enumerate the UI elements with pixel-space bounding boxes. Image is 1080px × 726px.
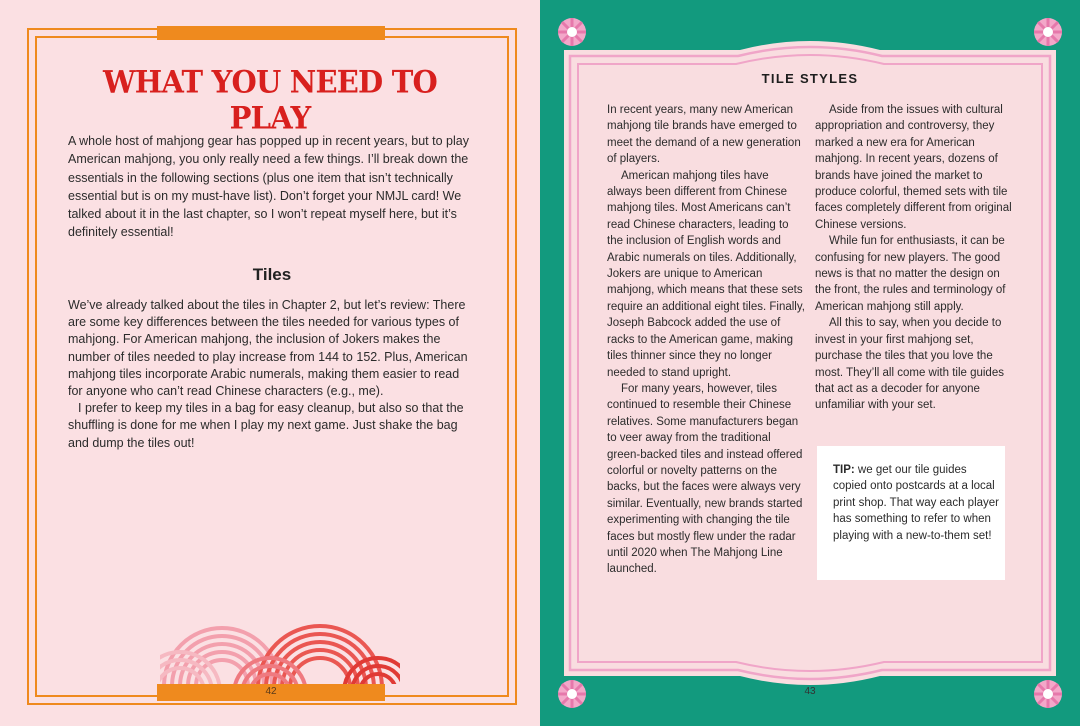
wave-pattern-decoration: [160, 600, 400, 684]
corner-ornament-icon: [1014, 14, 1066, 66]
corner-ornament-icon: [554, 660, 606, 712]
body-paragraph: Aside from the issues with cultural appropriation and controversy, they marked a new era for American mahjong. In recent years, dozens of brands have joined the market to produce colorful, themed sets with tile faces completely different from original Chinese versions.: [815, 104, 1012, 231]
frame-top-tab: [157, 26, 385, 40]
tip-label: TIP:: [833, 464, 855, 476]
tiles-section-body: [68, 297, 476, 452]
page-title: WHAT YOU NEED TO PLAY: [103, 64, 437, 136]
intro-paragraph: A whole host of mahjong gear has popped up in recent years, but to play American mahjong, you only really need a few things. I’ll break down the essentials in the following sections (plus one item that isn’t technically essential but is on my must-have list). Don’t forget your NMJL card! We talked about it in the last chapter, so I won’t repeat myself here, but it’s definitely essential!: [68, 134, 469, 240]
page-number: 42: [265, 686, 277, 697]
body-paragraph: All this to say, when you decide to invest in your first mahjong set, purchase the tiles that you love the most. They’ll all come with tile guides that act as a decoder for anyone unfamiliar with your set.: [815, 317, 1004, 412]
page-number: 43: [804, 686, 816, 697]
corner-ornament-icon: [554, 14, 606, 66]
tip-text: [833, 462, 999, 544]
body-paragraph: In recent years, many new American mahjong tile brands have emerged to meet the demand of a new generation of players.: [607, 104, 801, 166]
section-title: TILE STYLES: [761, 71, 859, 86]
body-paragraph: American mahjong tiles have always been different from Chinese mahjong tiles. Most Americans can’t read Chinese characters, leading to the inclusion of English words and Arabic numerals on tiles. Additionally, Jokers are unique to American mahjong, which means that these sets require an additional eight tiles. Finally, Joseph Babcock added the use of racks to the American game, making tiles thinner since they no longer needed to stand upright.: [607, 169, 805, 379]
tip-body: we get our tile guides copied onto postcards at a local print shop. That way each player has something to refer to when playing with a new-to-them set!: [833, 464, 999, 542]
section-heading-tiles: Tiles: [252, 265, 292, 284]
body-paragraph: While fun for enthusiasts, it can be confusing for new players. The good news is that no matter the design on the front, the rules and terminology of American mahjong still apply.: [815, 235, 1006, 313]
body-paragraph: I prefer to keep my tiles in a bag for easy cleanup, but also so that the shuffling is done for me when I play my next game. Just shake the bag and dump the tiles out!: [68, 401, 464, 450]
corner-ornament-icon: [1014, 660, 1066, 712]
text-column-left: [607, 102, 805, 578]
right-page: [540, 0, 1080, 726]
text-column-right: [815, 102, 1013, 414]
body-paragraph: We’ve already talked about the tiles in Chapter 2, but let’s review: There are some key differences between the tiles needed for various types of mahjong. For American mahjong, the inclusion of Jokers makes the number of tiles needed to play increase from 144 to 152. Plus, American mahjong tiles incorporate Arabic numerals, making them easier to read for anyone who can’t read Chinese characters (e.g., me).: [68, 298, 468, 399]
body-paragraph: For many years, however, tiles continued to resemble their Chinese relatives. Some manufacturers began to veer away from the traditional green-backed tiles and instead offered colorful or novelty patterns on the backs, but the faces were always very similar. Eventually, new brands started experimenting with changing the tile faces but mostly flew under the radar until 2020 when The Mahjong Line launched.: [607, 382, 803, 576]
